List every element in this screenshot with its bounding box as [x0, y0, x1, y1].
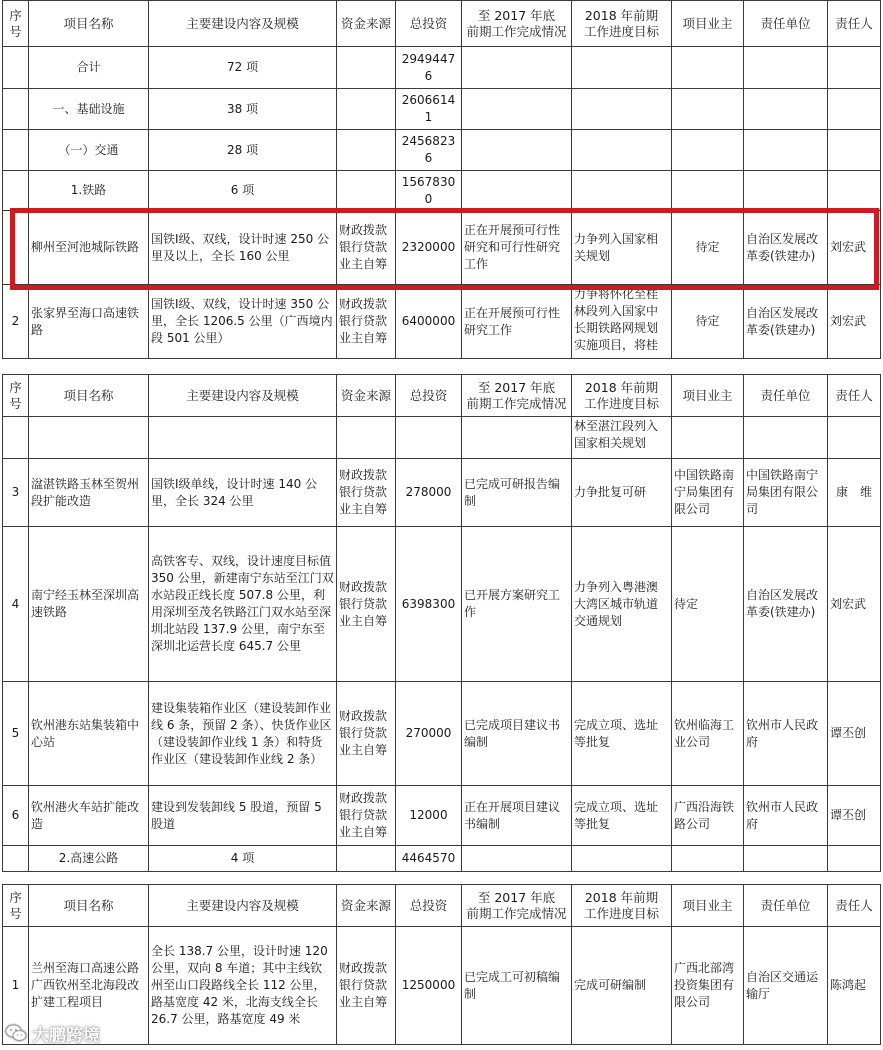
row-goal: 力争列入粤港澳大湾区城市轨道交通规划 [572, 527, 672, 682]
table-row [3, 682, 881, 786]
summary-invest: 2606614 1 [396, 89, 462, 130]
row-unit: 中国铁路南宁局集团有限公司 [744, 459, 828, 527]
header-person: 责任人 [828, 375, 881, 417]
summary-label: 一、基础设施 [29, 89, 149, 130]
row-owner: 钦州临海工业公司 [672, 682, 744, 786]
row-unit: 自治区发展改革委(铁建办) [744, 527, 828, 682]
summary-count: 72 项 [149, 47, 337, 89]
row-fund: 财政拨款 银行贷款 业主自筹 [337, 786, 396, 846]
row-owner: 待定 [672, 285, 744, 359]
row-content: 全长 138.7 公里，设计时速 120 公里，双向 8 车道；其中主线钦州至山口段路线全长 112 公里，路基宽度 42 米，北海支线全长 26.7 公里，路基宽度 49 米 [149, 927, 337, 1045]
header-unit: 责任单位 [744, 1, 828, 47]
row-unit: 钦州市人民政府 [744, 682, 828, 786]
row-name: 钦州港东站集装箱中心站 [29, 682, 149, 786]
row-unit: 自治区交通运输厅 [744, 927, 828, 1045]
header-person: 责任人 [828, 885, 881, 927]
row-owner: 待定 [672, 211, 744, 285]
row-seq: 1 [3, 927, 29, 1045]
row-owner: 中国铁路南宁局集团有限公司 [672, 459, 744, 527]
summary-count: 28 项 [149, 130, 337, 171]
table-row [3, 927, 881, 1045]
table-row [3, 786, 881, 846]
row-content: 国铁Ⅰ级、双线，设计时速 350 公里，全长 1206.5 公里（广西境内段 501 公里） [149, 285, 337, 359]
row-progress: 已完成可研报告编制 [462, 459, 572, 527]
watermark [4, 1019, 100, 1047]
row-invest: 2320000 [396, 211, 462, 285]
continuation-row [3, 417, 881, 459]
project-table-page-1 [2, 0, 881, 359]
header-row [3, 885, 881, 927]
header-row [3, 1, 881, 47]
row-progress: 正在开展预可行性研究和可行性研究工作 [462, 211, 572, 285]
row-progress: 正在开展预可行性研究工作 [462, 285, 572, 359]
header-owner: 项目业主 [672, 1, 744, 47]
header-seq: 序 号 [3, 885, 29, 927]
header-row [3, 375, 881, 417]
table-row [3, 459, 881, 527]
row-name: 柳州至河池城际铁路 [29, 211, 149, 285]
row-name: 南宁经玉林至深圳高速铁路 [29, 527, 149, 682]
project-table-page-2 [2, 374, 881, 872]
header-unit: 责任单位 [744, 375, 828, 417]
row-unit: 自治区发展改革委(铁建办) [744, 285, 828, 359]
header-goal: 2018 年前期 工作进度目标 [572, 885, 672, 927]
row-content: 高铁客专、双线，设计速度目标值 350 公里，新建南宁东站至江门双水站段正线长度 507.8 公里，利用深圳至茂名铁路江门双水站至深圳北站段 137.9 公里，南宁东至深圳北运营长度 645.7 公里 [149, 527, 337, 682]
table-row [3, 285, 881, 359]
header-owner: 项目业主 [672, 885, 744, 927]
header-unit: 责任单位 [744, 885, 828, 927]
header-progress: 至 2017 年底 前期工作完成情况 [462, 885, 572, 927]
row-goal: 力争将怀化至桂林段列入国家中长期铁路网规划实施项目，将桂 [572, 285, 672, 359]
row-owner: 广西北部湾投资集团有限公司 [672, 927, 744, 1045]
header-name: 项目名称 [29, 375, 149, 417]
row-owner: 广西沿海铁路公司 [672, 786, 744, 846]
row-fund: 财政拨款 银行贷款 业主自筹 [337, 682, 396, 786]
summary-label: （一）交通 [29, 130, 149, 171]
row-progress: 正在开展项目建议书编制 [462, 786, 572, 846]
row-fund: 财政拨款 银行贷款 业主自筹 [337, 211, 396, 285]
row-name: 张家界至海口高速铁路 [29, 285, 149, 359]
summary-count: 38 项 [149, 89, 337, 130]
watermark-text: 大鹏跨境 [32, 1025, 100, 1046]
row-owner: 待定 [672, 527, 744, 682]
header-invest: 总投资 [396, 1, 462, 47]
row-invest: 278000 [396, 459, 462, 527]
project-table-page-3 [2, 884, 881, 1045]
header-content: 主要建设内容及规模 [149, 1, 337, 47]
header-goal: 2018 年前期 工作进度目标 [572, 375, 672, 417]
summary-invest: 2949447 6 [396, 47, 462, 89]
row-seq: 3 [3, 459, 29, 527]
row-seq: 5 [3, 682, 29, 786]
row-fund: 财政拨款 银行贷款 业主自筹 [337, 527, 396, 682]
row-fund: 财政拨款 银行贷款 业主自筹 [337, 927, 396, 1045]
row-content: 建设到发装卸线 5 股道，预留 5 股道 [149, 786, 337, 846]
row-content: 国铁Ⅰ级单线，设计时速 140 公里，全长 324 公里 [149, 459, 337, 527]
row-person: 陈鸿起 [828, 927, 881, 1045]
row-person: 刘宏武 [828, 527, 881, 682]
header-progress: 至 2017 年底 前期工作完成情况 [462, 1, 572, 47]
row-name: 钦州港火车站扩能改造 [29, 786, 149, 846]
row-invest: 270000 [396, 682, 462, 786]
summary-row-railway [3, 171, 881, 211]
row-goal: 完成立项、选址等批复 [572, 786, 672, 846]
row-seq: 6 [3, 786, 29, 846]
row-person: 刘宏武 [828, 285, 881, 359]
row-fund: 财政拨款 银行贷款 业主自筹 [337, 459, 396, 527]
summary-label: 合计 [29, 47, 149, 89]
header-person: 责任人 [828, 1, 881, 47]
row-invest: 6398300 [396, 527, 462, 682]
row-invest: 6400000 [396, 285, 462, 359]
table-row [3, 211, 881, 285]
row-progress: 已完成工可初稿编制 [462, 927, 572, 1045]
header-seq: 序 号 [3, 375, 29, 417]
table-row [3, 527, 881, 682]
row-unit: 钦州市人民政府 [744, 786, 828, 846]
row-person: 谭丕创 [828, 682, 881, 786]
header-goal: 2018 年前期 工作进度目标 [572, 1, 672, 47]
row-person: 康 维 [828, 459, 881, 527]
summary-invest: 2456823 6 [396, 130, 462, 171]
row-progress: 已完成项目建议书编制 [462, 682, 572, 786]
header-progress: 至 2017 年底 前期工作完成情况 [462, 375, 572, 417]
row-goal: 完成立项、选址等批复 [572, 682, 672, 786]
header-content: 主要建设内容及规模 [149, 375, 337, 417]
summary-count: 6 项 [149, 171, 337, 211]
row-goal: 完成可研编制 [572, 927, 672, 1045]
row-progress: 已开展方案研究工作 [462, 527, 572, 682]
row-goal: 力争列入国家相关规划 [572, 211, 672, 285]
row-invest: 12000 [396, 786, 462, 846]
summary-invest: 4464570 [396, 846, 462, 872]
header-fund: 资金来源 [337, 375, 396, 417]
row-seq: 4 [3, 527, 29, 682]
row-goal-continued: 林至湛江段列入国家相关规划 [572, 417, 672, 459]
header-invest: 总投资 [396, 885, 462, 927]
row-person: 谭丕创 [828, 786, 881, 846]
header-fund: 资金来源 [337, 885, 396, 927]
header-name: 项目名称 [29, 885, 149, 927]
wechat-logo-icon [4, 1021, 28, 1045]
header-owner: 项目业主 [672, 375, 744, 417]
summary-label: 2.高速公路 [29, 846, 149, 872]
row-name: 湓湛铁路玉林至贺州段扩能改造 [29, 459, 149, 527]
summary-invest: 1567830 0 [396, 171, 462, 211]
header-seq: 序 号 [3, 1, 29, 47]
row-seq: 2 [3, 285, 29, 359]
row-content: 建设集装箱作业区（建设装卸作业线 6 条，预留 2 条）、快货作业区（建设装卸作业线 1 条）和特货作业区（建设装卸作业线 2 条） [149, 682, 337, 786]
summary-row-transport [3, 130, 881, 171]
row-person: 刘宏武 [828, 211, 881, 285]
row-name: 兰州至海口高速公路广西钦州至北海段改扩建工程项目 [29, 927, 149, 1045]
summary-row-infrastructure [3, 89, 881, 130]
summary-row-highway [3, 846, 881, 872]
header-fund: 资金来源 [337, 1, 396, 47]
row-unit: 自治区发展改革委(铁建办) [744, 211, 828, 285]
summary-label: 1.铁路 [29, 171, 149, 211]
header-content: 主要建设内容及规模 [149, 885, 337, 927]
summary-row-total [3, 47, 881, 89]
row-fund: 财政拨款 银行贷款 业主自筹 [337, 285, 396, 359]
summary-count: 4 项 [149, 846, 337, 872]
header-invest: 总投资 [396, 375, 462, 417]
row-invest: 1250000 [396, 927, 462, 1045]
row-content: 国铁Ⅰ级、双线，设计时速 250 公里及以上，全长 160 公里 [149, 211, 337, 285]
row-goal: 力争批复可研 [572, 459, 672, 527]
row-seq [3, 211, 29, 285]
header-name: 项目名称 [29, 1, 149, 47]
